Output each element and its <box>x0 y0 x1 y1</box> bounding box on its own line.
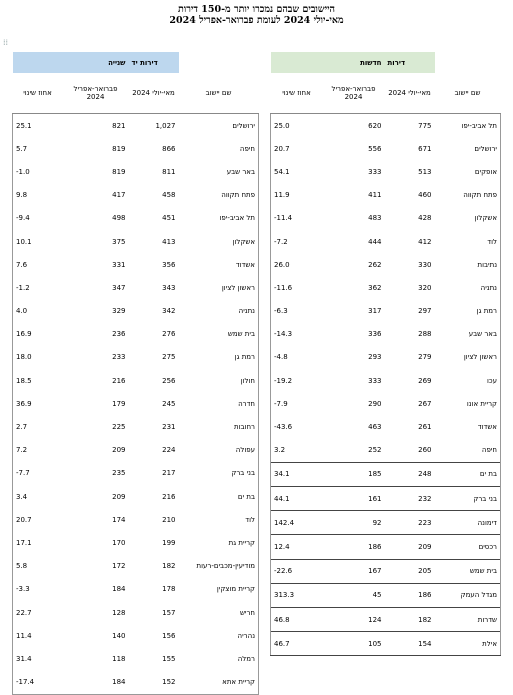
cell-change: 5.8 <box>13 555 63 578</box>
col-header-may-jul: מאי-יולי 2024 <box>385 73 435 114</box>
table-row <box>13 624 259 647</box>
cell-feb-apr: 252 <box>368 446 382 455</box>
cell-feb-apr: 498 <box>112 214 126 223</box>
table-row <box>271 415 501 438</box>
col-header-feb-apr: פברואר-אפריל 2024 <box>63 73 129 114</box>
col-header-may-jul: מאי-יולי 2024 <box>129 73 179 114</box>
cell-name: בת ים <box>179 485 259 508</box>
cell-name: ירושלים <box>435 137 501 160</box>
used-apartments-table <box>12 52 259 695</box>
cell-feb-apr: 262 <box>368 260 382 269</box>
cell-change: 26.0 <box>271 253 323 276</box>
cell-may-jul: 460 <box>418 191 432 200</box>
cell-may-jul: 216 <box>162 492 176 501</box>
cell-feb-apr: 819 <box>112 167 126 176</box>
cell-feb-apr: 417 <box>112 191 126 200</box>
cell-change: 17.1 <box>13 531 63 554</box>
cell-may-jul: 210 <box>162 515 176 524</box>
cell-name: אילת <box>435 632 501 656</box>
cell-change: 10.1 <box>13 230 63 253</box>
cell-may-jul: 223 <box>385 511 435 535</box>
cell-change: 11.4- <box>271 207 323 230</box>
table-row <box>13 346 259 369</box>
drag-handle-icon[interactable]: ⁞⁞ <box>3 38 9 47</box>
table-row <box>13 462 259 485</box>
cell-may-jul: 458 <box>162 191 176 200</box>
cell-name: רמת גן <box>435 300 501 323</box>
cell-name: נתניה <box>179 300 259 323</box>
cell-feb-apr: 209 <box>112 492 126 501</box>
band-label: דירות <box>385 52 435 73</box>
cell-may-jul: 412 <box>418 237 432 246</box>
cell-may-jul: 232 <box>385 487 435 511</box>
table-row <box>271 487 501 511</box>
cell-name: דימונה <box>435 511 501 535</box>
cell-feb-apr: 362 <box>368 283 382 292</box>
cell-change: 7.2 <box>13 439 63 462</box>
cell-may-jul: 231 <box>162 423 176 432</box>
cell-feb-apr: 235 <box>112 469 126 478</box>
cell-may-jul: 248 <box>385 462 435 486</box>
cell-feb-apr: 329 <box>112 307 126 316</box>
cell-may-jul: 775 <box>418 121 432 130</box>
cell-name: בת ים <box>435 462 501 486</box>
table-row <box>271 439 501 463</box>
cell-feb-apr: 375 <box>112 237 126 246</box>
cell-feb-apr: 161 <box>323 487 385 511</box>
table-row <box>271 346 501 369</box>
cell-change: 3.4 <box>13 485 63 508</box>
cell-change: 142.4 <box>271 511 323 535</box>
table-row <box>271 276 501 299</box>
cell-name: ראשון לציון <box>435 346 501 369</box>
cell-name: רמלה <box>179 647 259 670</box>
cell-name: חריש <box>179 601 259 624</box>
cell-name: רכסים <box>435 535 501 559</box>
cell-change: 14.3- <box>271 323 323 346</box>
cell-feb-apr: 819 <box>112 144 126 153</box>
band-label: דירות יד <box>129 52 179 73</box>
cell-may-jul: 297 <box>418 307 432 316</box>
cell-feb-apr: 556 <box>368 144 382 153</box>
cell-may-jul: 356 <box>162 260 176 269</box>
cell-name: מודיעין-מכבים-רעות <box>179 555 259 578</box>
cell-change: 20.7 <box>13 508 63 531</box>
cell-may-jul: 178 <box>162 585 176 594</box>
cell-feb-apr: 225 <box>112 423 126 432</box>
cell-name: חולון <box>179 369 259 392</box>
cell-feb-apr: 483 <box>368 214 382 223</box>
cell-name: ירושלים <box>179 114 259 138</box>
band-label-2: שנייה <box>63 52 129 73</box>
cell-feb-apr: 411 <box>368 191 382 200</box>
table-row <box>13 392 259 415</box>
cell-change: 19.2- <box>271 369 323 392</box>
cell-change: 4.8- <box>271 346 323 369</box>
cell-may-jul: 1,027 <box>155 121 176 130</box>
cell-name: לוד <box>435 230 501 253</box>
cell-feb-apr: 184 <box>63 671 129 695</box>
cell-name: עפולה <box>179 439 259 462</box>
cell-change: 11.6- <box>271 276 323 299</box>
cell-may-jul: 256 <box>162 376 176 385</box>
table-row <box>271 230 501 253</box>
cell-feb-apr: 444 <box>368 237 382 246</box>
cell-name: אופקים <box>435 160 501 183</box>
cell-name: פתח תקווה <box>435 184 501 207</box>
table-row <box>13 300 259 323</box>
title-line-1: היישובים שבהם נמכרו יותר מ-150 דירות <box>177 4 336 15</box>
table-row <box>13 207 259 230</box>
cell-name: אשדוד <box>435 415 501 438</box>
cell-feb-apr: 290 <box>368 399 382 408</box>
cell-may-jul: 182 <box>385 607 435 631</box>
cell-may-jul: 330 <box>418 260 432 269</box>
table-row <box>271 392 501 415</box>
cell-may-jul: 261 <box>418 423 432 432</box>
table-row <box>271 184 501 207</box>
cell-name: עכו <box>435 369 501 392</box>
cell-feb-apr: 236 <box>112 330 126 339</box>
cell-feb-apr: 347 <box>112 283 126 292</box>
cell-name: קריית מוצקין <box>179 578 259 601</box>
table-row <box>271 323 501 346</box>
cell-feb-apr: 172 <box>112 562 126 571</box>
table-row <box>13 647 259 670</box>
table-row <box>13 439 259 462</box>
table-row <box>271 535 501 559</box>
cell-change: 22.6- <box>271 559 323 583</box>
table-row <box>13 671 259 695</box>
col-header-name: שם יישוב <box>179 73 259 114</box>
cell-name: ראשון לציון <box>179 276 259 299</box>
band-label-2: חדשות <box>323 52 385 73</box>
table-row <box>13 114 259 138</box>
cell-name: נהריה <box>179 624 259 647</box>
cell-feb-apr: 336 <box>368 330 382 339</box>
table-row <box>13 531 259 554</box>
table-row <box>271 607 501 631</box>
table-row <box>13 160 259 183</box>
cell-may-jul: 156 <box>162 631 176 640</box>
page-title <box>0 4 513 26</box>
cell-name: באר שבע <box>435 323 501 346</box>
cell-may-jul: 157 <box>162 608 176 617</box>
cell-change: 46.7 <box>271 632 323 656</box>
cell-name: מגדל העמק <box>435 583 501 607</box>
title-line-2: מאי-יולי 2024 לעומת פברואר-אפריל 2024 <box>169 15 344 26</box>
cell-change: 1.0- <box>13 160 63 183</box>
cell-change: 11.4 <box>13 624 63 647</box>
new-apartments-table <box>270 52 501 656</box>
table-row <box>271 462 501 486</box>
cell-name: באר שבע <box>179 160 259 183</box>
cell-change: 313.3 <box>271 583 323 607</box>
table-header-row <box>271 73 501 114</box>
cell-change: 18.5 <box>13 369 63 392</box>
cell-may-jul: 186 <box>385 583 435 607</box>
cell-feb-apr: 317 <box>368 307 382 316</box>
cell-name: בני ברק <box>179 462 259 485</box>
cell-feb-apr: 124 <box>323 607 385 631</box>
cell-change: 25.1 <box>13 114 63 138</box>
cell-may-jul: 209 <box>385 535 435 559</box>
cell-change: 1.2- <box>13 276 63 299</box>
cell-name: לוד <box>179 508 259 531</box>
cell-name: חיפה <box>179 137 259 160</box>
table-row <box>13 323 259 346</box>
cell-may-jul: 260 <box>418 446 432 455</box>
cell-change: 3.2 <box>271 439 323 463</box>
table-row <box>271 559 501 583</box>
table-row <box>13 578 259 601</box>
cell-name: אשקלון <box>435 207 501 230</box>
cell-change: 2.7 <box>13 415 63 438</box>
cell-name: אשדוד <box>179 253 259 276</box>
cell-may-jul: 671 <box>418 144 432 153</box>
cell-may-jul: 199 <box>162 538 176 547</box>
cell-may-jul: 267 <box>418 399 432 408</box>
cell-change: 7.9- <box>271 392 323 415</box>
table-row <box>271 160 501 183</box>
cell-feb-apr: 185 <box>323 462 385 486</box>
new-apartments-body <box>271 114 501 656</box>
cell-feb-apr: 174 <box>112 515 126 524</box>
cell-may-jul: 428 <box>418 214 432 223</box>
cell-change: 6.3- <box>271 300 323 323</box>
cell-feb-apr: 45 <box>323 583 385 607</box>
table-row <box>13 276 259 299</box>
cell-feb-apr: 620 <box>368 121 382 130</box>
cell-name: קריית גת <box>179 531 259 554</box>
cell-change: 44.1 <box>271 487 323 511</box>
cell-feb-apr: 209 <box>112 446 126 455</box>
cell-may-jul: 217 <box>162 469 176 478</box>
cell-change: 4.0 <box>13 300 63 323</box>
cell-change: 31.4 <box>13 647 63 670</box>
col-header-change: אחוז שינוי <box>13 73 63 114</box>
cell-name: תל אביב-יפו <box>179 207 259 230</box>
cell-change: 9.4- <box>13 207 63 230</box>
cell-name: בני ברק <box>435 487 501 511</box>
cell-feb-apr: 331 <box>112 260 126 269</box>
cell-may-jul: 205 <box>385 559 435 583</box>
table-row <box>271 369 501 392</box>
cell-feb-apr: 463 <box>368 423 382 432</box>
cell-feb-apr: 167 <box>323 559 385 583</box>
cell-feb-apr: 179 <box>112 399 126 408</box>
table-row <box>13 137 259 160</box>
cell-feb-apr: 140 <box>112 631 126 640</box>
cell-change: 9.8 <box>13 184 63 207</box>
cell-name: נתניה <box>435 276 501 299</box>
cell-name: חדרה <box>179 392 259 415</box>
table-row <box>271 583 501 607</box>
cell-feb-apr: 293 <box>368 353 382 362</box>
table-header-row <box>13 73 259 114</box>
col-header-feb-apr: פברואר-אפריל 2024 <box>323 73 385 114</box>
table-row <box>271 253 501 276</box>
cell-feb-apr: 128 <box>112 608 126 617</box>
cell-change: 36.9 <box>13 392 63 415</box>
table-row <box>271 632 501 656</box>
cell-may-jul: 343 <box>162 283 176 292</box>
cell-change: 22.7 <box>13 601 63 624</box>
table-row <box>13 415 259 438</box>
cell-feb-apr: 186 <box>323 535 385 559</box>
cell-feb-apr: 105 <box>323 632 385 656</box>
cell-feb-apr: 92 <box>323 511 385 535</box>
cell-feb-apr: 216 <box>112 376 126 385</box>
cell-name: קריית אתא <box>179 671 259 695</box>
cell-may-jul: 276 <box>162 330 176 339</box>
cell-feb-apr: 170 <box>112 538 126 547</box>
cell-change: 34.1 <box>271 462 323 486</box>
cell-feb-apr: 333 <box>368 376 382 385</box>
table-row <box>271 137 501 160</box>
cell-feb-apr: 184 <box>112 585 126 594</box>
cell-name: נתיבות <box>435 253 501 276</box>
cell-may-jul: 451 <box>162 214 176 223</box>
cell-change: 17.4- <box>13 671 63 695</box>
table-row <box>13 369 259 392</box>
cell-feb-apr: 118 <box>112 654 126 663</box>
cell-may-jul: 811 <box>162 167 176 176</box>
cell-change: 11.9 <box>271 184 323 207</box>
cell-change: 3.3- <box>13 578 63 601</box>
table-row <box>13 485 259 508</box>
cell-change: 5.7 <box>13 137 63 160</box>
cell-name: בית שמש <box>435 559 501 583</box>
cell-change: 7.2- <box>271 230 323 253</box>
cell-name: קריית אונו <box>435 392 501 415</box>
cell-name: בית שמש <box>179 323 259 346</box>
cell-feb-apr: 821 <box>112 121 126 130</box>
cell-may-jul: 866 <box>162 144 176 153</box>
cell-may-jul: 155 <box>162 654 176 663</box>
cell-change: 54.1 <box>271 160 323 183</box>
cell-may-jul: 413 <box>162 237 176 246</box>
cell-may-jul: 245 <box>162 399 176 408</box>
cell-change: 7.6 <box>13 253 63 276</box>
cell-name: תל אביב-יפו <box>435 114 501 138</box>
cell-may-jul: 275 <box>162 353 176 362</box>
used-apartments-body <box>13 114 259 695</box>
used-apartments-band <box>13 52 259 73</box>
cell-change: 20.7 <box>271 137 323 160</box>
cell-change: 46.8 <box>271 607 323 631</box>
cell-change: 18.0 <box>13 346 63 369</box>
table-row <box>271 300 501 323</box>
cell-may-jul: 513 <box>418 167 432 176</box>
cell-may-jul: 152 <box>129 671 179 695</box>
cell-change: 43.6- <box>271 415 323 438</box>
cell-may-jul: 182 <box>162 562 176 571</box>
cell-name: רחובות <box>179 415 259 438</box>
table-row <box>13 184 259 207</box>
cell-name: פתח תקווה <box>179 184 259 207</box>
table-row <box>13 253 259 276</box>
table-row <box>271 511 501 535</box>
col-header-name: שם יישוב <box>435 73 501 114</box>
cell-change: 16.9 <box>13 323 63 346</box>
table-row <box>271 114 501 138</box>
cell-may-jul: 154 <box>385 632 435 656</box>
table-row <box>271 207 501 230</box>
cell-may-jul: 342 <box>162 307 176 316</box>
cell-change: 7.7- <box>13 462 63 485</box>
cell-name: חיפה <box>435 439 501 463</box>
cell-change: 25.0 <box>271 114 323 138</box>
new-apartments-band <box>271 52 501 73</box>
cell-name: רמת גן <box>179 346 259 369</box>
cell-may-jul: 269 <box>418 376 432 385</box>
cell-may-jul: 224 <box>162 446 176 455</box>
cell-name: אשקלון <box>179 230 259 253</box>
cell-may-jul: 288 <box>418 330 432 339</box>
cell-feb-apr: 333 <box>368 167 382 176</box>
cell-feb-apr: 233 <box>112 353 126 362</box>
cell-change: 12.4 <box>271 535 323 559</box>
table-row <box>13 230 259 253</box>
table-row <box>13 508 259 531</box>
cell-may-jul: 320 <box>418 283 432 292</box>
table-row <box>13 601 259 624</box>
cell-may-jul: 279 <box>418 353 432 362</box>
table-row <box>13 555 259 578</box>
col-header-change: אחוז שינוי <box>271 73 323 114</box>
cell-name: שדרות <box>435 607 501 631</box>
